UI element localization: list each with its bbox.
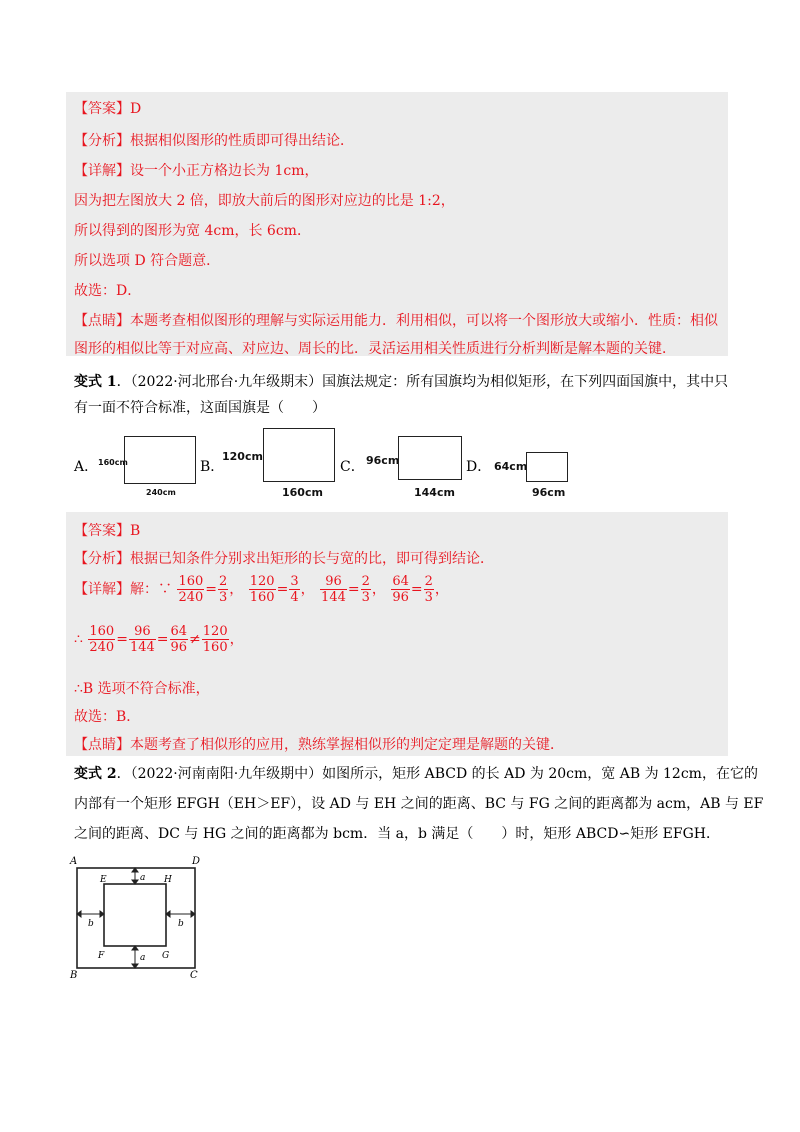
rectangle-figure [68,852,208,982]
option-c-label: C． [340,459,365,475]
label-b-right: b [178,919,184,929]
label-c: C [190,970,198,981]
comment-line: 【点睛】本题考查相似图形的理解与实际运用能力．利用相似，可以将一个图形放大或缩小．性质：相似 [74,313,718,329]
question-2-line: 变式 2．（2022·河南南阳·九年级期中）如图所示，矩形 ABCD 的长 AD 为 20cm，宽 AB 为 12cm，在它的 [74,766,758,782]
label-g: G [162,951,170,961]
question-2-line: 内部有一个矩形 EFGH（EH＞EF），设 AD 与 EH 之间的距离、BC 与 FG 之间的距离都为 acm，AB 与 EF [74,796,764,812]
question-1-line: 变式 1．（2022·河北邢台·九年级期末）国旗法规定：所有国旗均为相似矩形，在下列四面国旗中，其中只 [74,374,729,390]
flag-b-height: 120cm [222,450,263,463]
detail-ratios-line: 【详解】解：∵ $\frac{160}{240}$ = $\frac{2}{3}$ ， $\frac{120}{160}$ = $\frac{3}{4}$ ， $\frac{96}{144}$ = $\frac{2}{3}$ ， $\frac{64}{96}$ = $\frac{2}{3}$ ， [74,574,449,605]
arrow-a-top [132,868,138,884]
label-e: E [100,875,107,885]
choice-line: 故选：B． [74,709,141,725]
label-a-top: a [140,873,146,883]
flag-d-height: 64cm [494,460,528,473]
detail-line: 所以得到的图形为宽 4cm，长 6cm． [74,223,311,239]
answer-line: 【答案】B [74,523,141,539]
comment-line: 【点睛】本题考查了相似形的应用，熟练掌握相似形的判定定理是解题的关键． [74,737,564,753]
option-a-label: A． [74,459,99,475]
analysis-line: 【分析】根据已知条件分别求出矩形的长与宽的比，即可得到结论． [74,551,494,567]
label-a-bottom: a [140,953,146,963]
detail-line: 故选：D． [74,283,142,299]
detail-line: 【详解】设一个小正方格边长为 1cm， [74,163,319,179]
flag-d [526,452,568,482]
option-b-label: B． [200,459,225,475]
label-b: B [70,970,78,981]
flag-a [124,436,196,484]
flag-c-width: 144cm [414,486,455,499]
label-b-left: b [88,919,94,929]
label-h: H [164,875,172,885]
label-d: D [192,856,201,867]
label-f: F [98,951,105,961]
flag-c [398,436,462,480]
flag-c-height: 96cm [366,454,400,467]
comment-line: 图形的相似比等于对应高、对应边、周长的比．灵活运用相关性质进行分析判断是解本题的关键． [74,341,676,357]
detail-compare-line: ∴ $\frac{160}{240}$ = $\frac{96}{144}$ = $\frac{64}{96}$ ≠ $\frac{120}{160}$ ， [74,624,244,655]
question-1-line: 有一面不符合标准，这面国旗是（ ） [74,400,326,416]
arrow-b-right [166,911,195,917]
flag-b [263,428,335,482]
answer-line: 【答案】D [74,101,142,117]
option-d-label: D． [466,459,492,475]
question-2-line: 之间的距离、DC 与 HG 之间的距离都为 bcm．当 a，b 满足（ ）时，矩形 ABCD∽矩形 EFGH． [74,826,720,842]
flag-b-width: 160cm [282,486,323,499]
conclusion-line: ∴B 选项不符合标准， [74,681,210,697]
flag-a-width: 240cm [146,488,176,497]
label-a: A [70,856,78,867]
analysis-line: 【分析】根据相似图形的性质即可得出结论． [74,133,354,149]
arrow-b-left [77,911,104,917]
flag-d-width: 96cm [532,486,566,499]
detail-line: 因为把左图放大 2 倍，即放大前后的图形对应边的比是 1:2， [74,193,455,209]
flag-a-height: 160cm [98,458,128,467]
inner-rectangle-efgh [104,884,166,946]
arrow-a-bottom [132,946,138,968]
detail-line: 所以选项 D 符合题意． [74,253,221,269]
